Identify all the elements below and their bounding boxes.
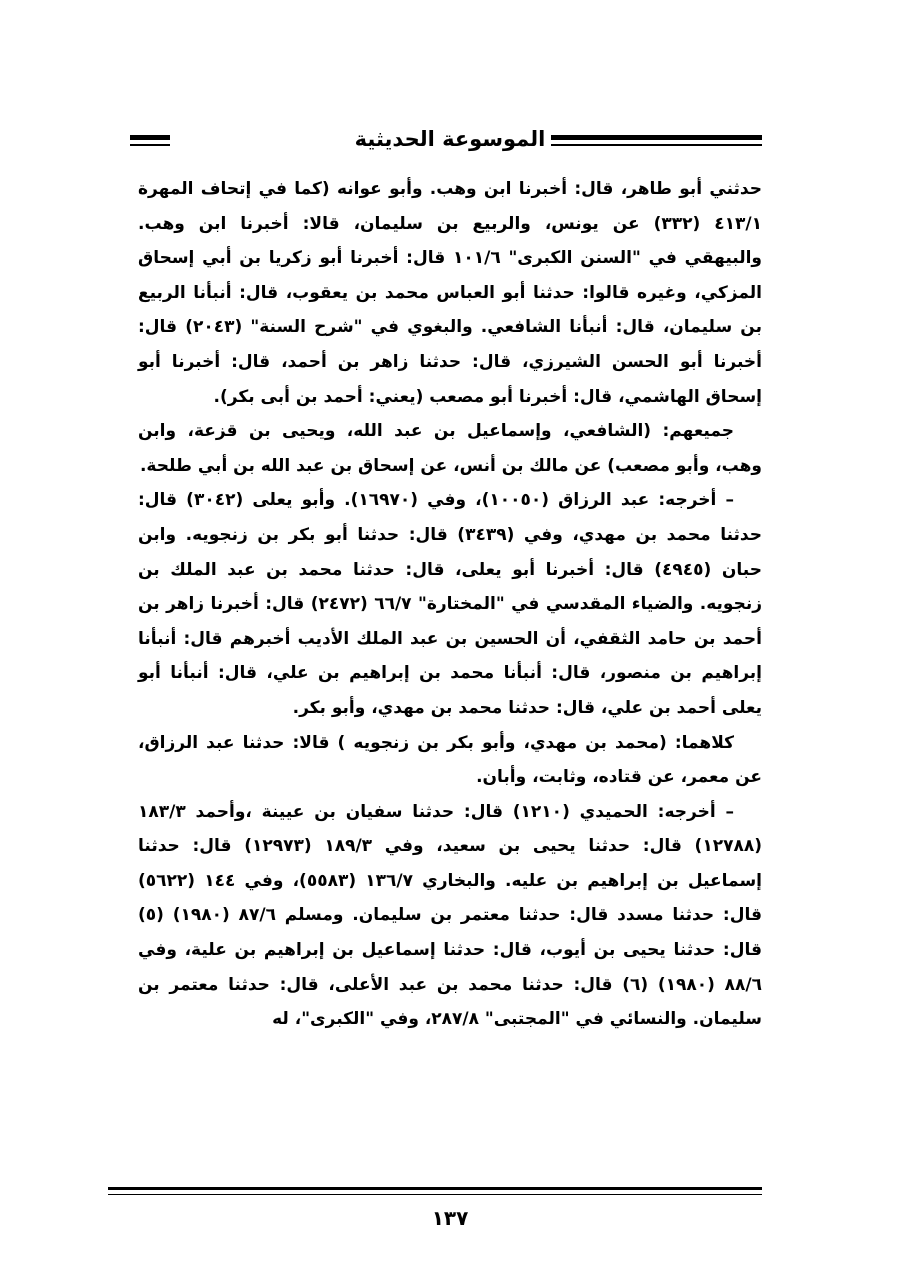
paragraph: – أخرجه: الحميدي (١٢١٠) قال: حدثنا سفيان بن عيينة ،وأحمد ١٨٣/٣ (١٢٧٨٨) قال: حدثنا يحيى بن سعيد، وفي ١٨٩/٣ (١٢٩٧٣) قال: حدثنا إسماعيل بن إبراهيم بن عليه. والبخاري ١٣٦/٧ (٥٥٨٣)، وفي ١٤٤ (٥٦٢٢) قال: حدثنا مسدد قال: حدثنا معتمر بن سليمان. ومسلم ٨٧/٦ (١٩٨٠) (٥) قال: حدثنا يحيى بن أيوب، قال: حدثنا إسماعيل بن إبراهيم بن علية، وفي ٨٨/٦ (١٩٨٠) (٦) قال: حدثنا محمد بن عبد الأعلى، قال: حدثنا معتمر بن سليمان. والنسائي في "المجتبى" ٢٨٧/٨، وفي "الكبرى"، له xyxy=(138,801,762,1030)
page-number: ١٣٧ xyxy=(431,1206,469,1230)
footer-rule-thin xyxy=(108,1194,762,1195)
header-rule-left xyxy=(130,135,170,140)
paragraph: حدثني أبو طاهر، قال: أخبرنا ابن وهب. وأبو عوانه (كما في إتحاف المهرة ٤١٣/١ (٣٣٢) عن يونس، والربيع بن سليمان، قالا: أخبرنا ابن وهب. والبيهقي في "السنن الكبرى" ١٠١/٦ قال: أخبرنا أبو زكريا بن أبي إسحاق المزكي، وغيره قالوا: حدثنا أبو العباس محمد بن يعقوب، قال: أنبأنا الربيع بن سليمان، قال: أنبأنا الشافعي. والبغوي في "شرح السنة" (٢٠٤٣) قال: أخبرنا أبو الحسن الشيرزي، قال: حدثنا زاهر بن أحمد، قال: أخبرنا أبو إسحاق الهاشمي، قال: أخبرنا أبو مصعب (يعني: أحمد بن أبى بكر). xyxy=(138,179,762,407)
paragraph: – أخرجه: عبد الرزاق (١٠٠٥٠)، وفي (١٦٩٧٠). وأبو يعلى (٣٠٤٢) قال: حدثنا محمد بن مهدي، وفي (٣٤٣٩) قال: حدثنا أبو بكر بن زنجويه. وابن حبان (٤٩٤٥) قال: أخبرنا أبو يعلى، قال: حدثنا محمد بن عبد الملك بن زنجويه. والضياء المقدسي في "المختارة" ٦٦/٧ (٢٤٧٢) قال: أخبرنا زاهر بن أحمد بن حامد الثقفي، أن الحسين بن عبد الملك الأديب أخبرهم قال: أنبأنا إبراهيم بن منصور، قال: أنبأنا محمد بن إبراهيم بن علي، قال: أنبأنا أبو يعلى أحمد بن علي، قال: حدثنا محمد بن مهدي، وأبو بكر. xyxy=(138,490,762,718)
paragraph: كلاهما: (محمد بن مهدي، وأبو بكر بن زنجويه ) قالا: حدثنا عبد الرزاق، عن معمر، عن قتاده، وثابت، وأبان. xyxy=(138,732,762,788)
footer-rule-thick xyxy=(108,1187,762,1190)
body-text xyxy=(138,172,762,1037)
paragraph: جميعهم: (الشافعي، وإسماعيل بن عبد الله، ويحيى بن قزعة، وابن وهب، وأبو مصعب) عن مالك بن أنس، عن إسحاق بن عبد الله بن أبي طلحة. xyxy=(138,421,762,476)
header-title: الموسوعة الحديثية xyxy=(349,127,552,151)
